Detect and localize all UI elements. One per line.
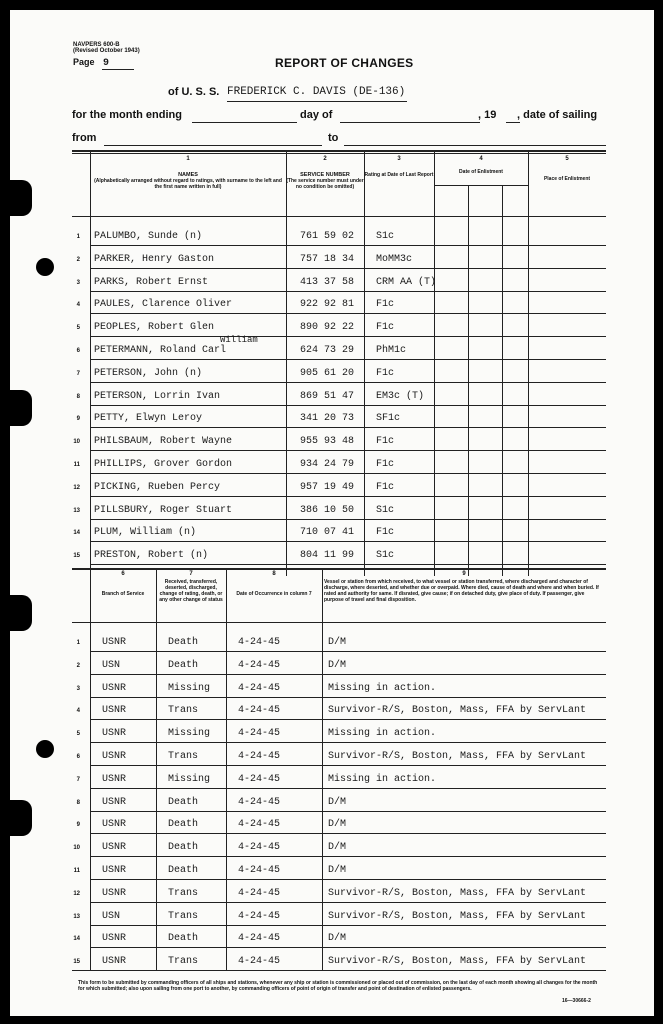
change-of-status: Death [168,819,199,831]
change-of-status: Death [168,865,199,876]
row-number: 3 [76,685,80,692]
personnel-name: PRESTON, Robert (n) [94,550,209,562]
branch-of-service: USNR [102,705,127,717]
footer-instructions: This form to be submitted by commanding officers of all ships and stations, whenever any ship or station is commissioned or placed out of commission, on the last day of each month showing all changes for the month for which submitted; also upon sailing from one port to another, by commanding officers of point of origin of transfer and point of destination of enlisted passengers. [78,980,598,992]
remarks: D/M [328,659,347,671]
service-number: 710 07 41 [300,527,355,539]
date-of-occurrence: 4-24-45 [238,682,281,694]
remarks: Survivor-R/S, Boston, Mass, FFA by ServLant [328,910,587,922]
personnel-name: PETERMANN, Roland Carl [94,345,227,356]
branch-of-service: USNR [102,819,127,831]
row-number: 7 [76,370,80,377]
service-number: 804 11 99 [300,550,355,562]
row-number: 9 [76,416,80,423]
remarks: Survivor-R/S, Boston, Mass, FFA by ServLant [328,705,587,717]
change-of-status: Trans [168,751,199,762]
branch-of-service: USNR [102,637,127,648]
date-of-occurrence: 4-24-45 [238,705,281,717]
branch-of-service: USNR [102,933,127,945]
service-number: 922 92 81 [300,299,355,311]
binder-tab [10,180,32,216]
remarks: D/M [328,865,347,876]
page-number: 9 [103,58,110,69]
change-of-status: Trans [168,887,199,899]
binder-tab [10,800,32,836]
date-of-occurrence: 4-24-45 [238,796,281,808]
service-number: 761 59 02 [300,231,355,242]
date-of-occurrence: 4-24-45 [238,910,281,922]
row-number: 6 [76,754,80,760]
row-number: 2 [76,256,80,263]
service-number: 757 18 34 [300,253,355,265]
to-label: to [328,132,339,144]
change-of-status: Death [168,933,199,945]
row-number: 3 [76,279,80,286]
rating: EM3c (T) [376,390,425,402]
branch-of-service: USNR [102,728,127,740]
rating: CRM AA (T) [376,276,437,288]
row-number: 6 [76,348,80,354]
row-number: 5 [76,325,80,332]
column-header-place-enlistment: 5 Place of Enlistment [543,156,591,182]
name-correction-note: William [220,335,258,345]
branch-of-service: USNR [102,773,127,785]
service-number: 869 51 47 [300,390,355,402]
change-of-status: Missing [168,728,211,740]
rating: F1c [376,436,395,448]
date-of-occurrence: 4-24-45 [238,933,281,945]
ship-name: FREDERICK C. DAVIS (DE-136) [227,86,406,98]
binder-tab [10,390,32,426]
branch-of-service: USNR [102,887,127,899]
date-of-occurrence: 4-24-45 [238,773,281,785]
row-number: 1 [76,234,80,240]
row-number: 13 [73,913,80,920]
row-number: 8 [76,799,80,806]
row-number: 14 [73,936,80,943]
rating: F1c [376,481,395,493]
row-number: 14 [73,530,80,537]
remarks: Missing in action. [328,682,437,694]
branch-of-service: USN [102,659,121,671]
service-number: 957 19 49 [300,481,355,493]
rating: F1c [376,299,395,311]
service-number: 624 73 29 [300,345,355,356]
rating: SF1c [376,413,401,425]
change-of-status: Death [168,796,199,808]
change-of-status: Missing [168,773,211,785]
service-number: 386 10 50 [300,504,355,516]
branch-of-service: USNR [102,956,127,968]
rating: F1c [376,367,395,379]
row-number: 12 [73,484,80,491]
rating: F1c [376,322,395,334]
row-number: 4 [76,708,80,715]
rating: MoMM3c [376,253,413,265]
branch-of-service: USNR [102,796,127,808]
column-header-branch: 6 Branch of Service [101,571,145,597]
day-of-label: day of [300,109,333,121]
column-header-service-number: 2 SERVICE NUMBER (The service number must under no condition be omitted) [286,156,364,190]
punch-hole [36,258,54,276]
column-header-date-occurrence: 8 Date of Occurrence in column 7 [236,571,312,597]
row-number: 7 [76,776,80,783]
rating: S1c [376,231,395,242]
punch-hole [36,740,54,758]
date-of-occurrence: 4-24-45 [238,819,281,831]
document-page [10,10,654,1016]
row-number: 10 [73,439,80,446]
row-number: 4 [76,302,80,309]
change-of-status: Death [168,659,199,671]
remarks: Survivor-R/S, Boston, Mass, FFA by ServLant [328,887,587,899]
remarks: D/M [328,933,347,945]
service-number: 413 37 58 [300,276,355,288]
remarks: D/M [328,842,347,854]
row-number: 1 [76,640,80,646]
service-number: 341 20 73 [300,413,355,425]
personnel-name: PAULES, Clarence Oliver [94,299,233,311]
rating: S1c [376,550,395,562]
row-number: 10 [73,845,80,852]
personnel-name: PARKER, Henry Gaston [94,253,215,265]
remarks: Survivor-R/S, Boston, Mass, FFA by ServLant [328,751,587,762]
change-of-status: Trans [168,910,199,922]
change-of-status: Death [168,842,199,854]
branch-of-service: USNR [102,842,127,854]
date-of-sailing-label: , date of sailing [517,109,598,121]
remarks: Survivor-R/S, Boston, Mass, FFA by ServLant [328,956,587,968]
branch-of-service: USNR [102,682,127,694]
personnel-name: PHILLIPS, Grover Gordon [94,459,233,470]
remarks: D/M [328,819,347,831]
personnel-name: PARKS, Robert Ernst [94,276,209,288]
rating: F1c [376,459,395,470]
page-label: Page 9 [73,57,110,69]
branch-of-service: USNR [102,751,127,762]
date-of-occurrence: 4-24-45 [238,728,281,740]
column-header-change: 7 Received, transferred, deserted, discharged, change of rating, death, or any other change of status [159,571,223,603]
personnel-name: PLUM, William (n) [94,527,197,539]
from-label: from [72,132,97,144]
row-number: 2 [76,662,80,669]
month-ending-label: for the month ending [72,109,182,121]
column-header-rating: 3 Rating at Date of Last Report [364,156,434,178]
service-number: 890 92 22 [300,322,355,334]
personnel-name: PICKING, Rueben Percy [94,481,221,493]
date-of-occurrence: 4-24-45 [238,637,281,648]
change-of-status: Death [168,637,199,648]
row-number: 8 [76,393,80,400]
remarks: Missing in action. [328,728,437,740]
row-number: 15 [73,553,80,560]
personnel-name: PILLSBURY, Roger Stuart [94,504,233,516]
change-of-status: Missing [168,682,211,694]
row-number: 15 [73,959,80,966]
personnel-name: PETERSON, Lorrin Ivan [94,390,221,402]
service-number: 934 24 79 [300,459,355,470]
page-title: REPORT OF CHANGES [275,56,414,70]
row-number: 11 [73,462,80,468]
service-number: 905 61 20 [300,367,355,379]
personnel-name: PALUMBO, Sunde (n) [94,231,203,242]
remarks: D/M [328,796,347,808]
remarks: D/M [328,637,347,648]
branch-of-service: USN [102,910,121,922]
date-of-occurrence: 4-24-45 [238,887,281,899]
personnel-name: PETERSON, John (n) [94,367,203,379]
date-of-occurrence: 4-24-45 [238,865,281,876]
rating: F1c [376,527,395,539]
rating: S1c [376,504,395,516]
date-of-occurrence: 4-24-45 [238,659,281,671]
personnel-name: PHILSBAUM, Robert Wayne [94,436,233,448]
column-header-remarks: 9 Vessel or station from which received, to what vessel or station transferred, where discharged and character of discharge, where deserted, and whether due or overpaid. Where died, cause of death and where and when buried. If rated and authority for same. If disrated, give cause; if on detached duty, give place of duty. If passenger, give purpose of travel and final disposition. [324,571,599,603]
print-code: 16—30666-2 [562,998,591,1004]
year-label: , 19 [478,109,497,121]
remarks: Missing in action. [328,773,437,785]
of-uss-label: of U. S. S. [168,86,220,98]
branch-of-service: USNR [102,865,127,876]
service-number: 955 93 48 [300,436,355,448]
personnel-name: PETTY, Elwyn Leroy [94,413,203,425]
column-header-names: 1 NAMES (Alphabetically arranged without regard to ratings, with surname to the left and the first name written in full) [94,156,282,190]
row-number: 5 [76,731,80,738]
date-of-occurrence: 4-24-45 [238,842,281,854]
row-number: 13 [73,507,80,514]
change-of-status: Trans [168,956,199,968]
personnel-name: PEOPLES, Robert Glen [94,322,215,334]
binder-tab [10,595,32,631]
rating: PhM1c [376,345,407,356]
column-header-date-enlistment: 4 Date of Enlistment [459,156,503,175]
row-number: 9 [76,822,80,829]
date-of-occurrence: 4-24-45 [238,956,281,968]
change-of-status: Trans [168,705,199,717]
row-number: 12 [73,890,80,897]
form-number: NAVPERS 600-B (Revised October 1943) [73,42,140,54]
row-number: 11 [73,868,80,874]
date-of-occurrence: 4-24-45 [238,751,281,762]
